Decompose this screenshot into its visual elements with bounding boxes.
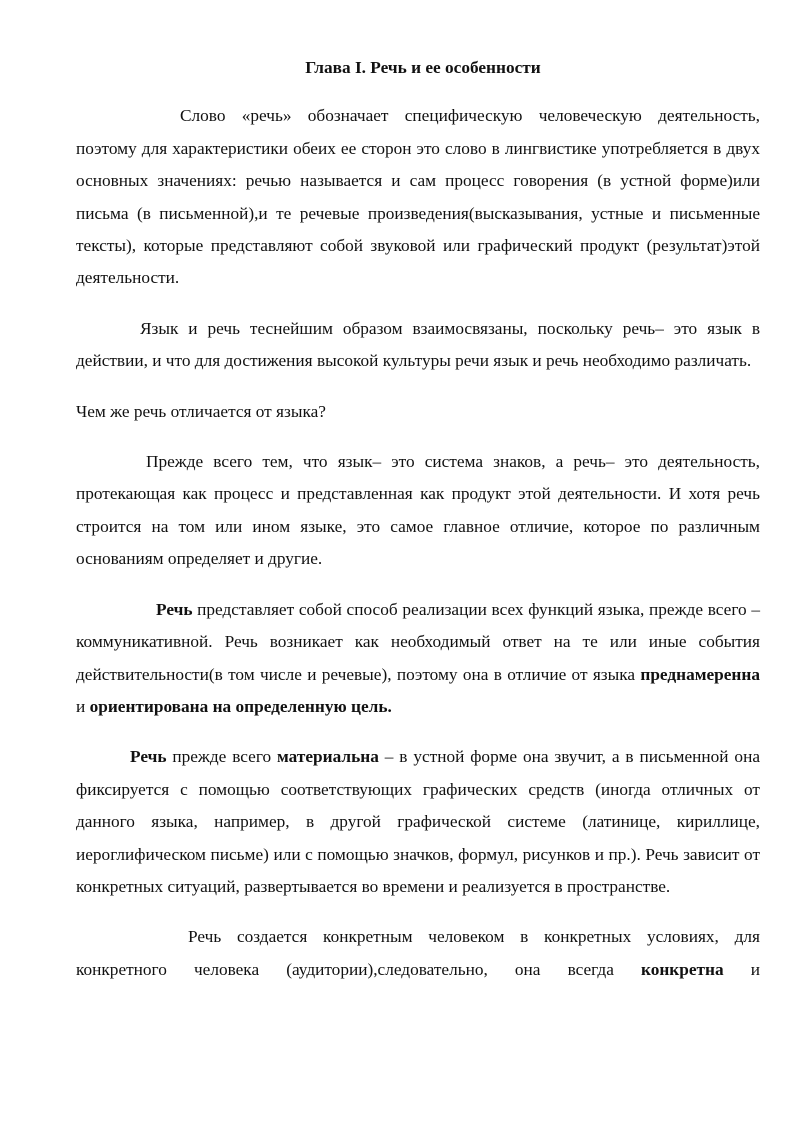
paragraph-text: и bbox=[76, 696, 90, 716]
paragraph-text: Речь создается конкретным человеком в конкретных условиях, для конкретного человека (аудитории),следовательно, она всегда bbox=[76, 927, 760, 979]
paragraph-7 bbox=[76, 921, 760, 986]
paragraph-text: – в устной форме она звучит, а в письменной она фиксируется с помощью соответствующих графических средств (иногда отличных от данного языка, например, в другой графической системе (латинице, кириллице, иероглифическом письме) или с помощью значков, формул, рисунков и пр.). Речь зависит от конкретных ситуаций, развертывается во времени и реализуется в пространстве. bbox=[76, 747, 760, 896]
bold-term: преднамеренна bbox=[640, 664, 760, 684]
bold-term: Речь bbox=[130, 747, 167, 767]
paragraph-text: и bbox=[723, 959, 760, 979]
bold-term: конкретна bbox=[640, 959, 724, 979]
bold-term: Речь bbox=[156, 599, 193, 619]
paragraph-2: Язык и речь теснейшим образом взаимосвязаны, поскольку речь– это язык в действии, и что для достижения высокой культуры речи язык и речь необходимо различать. bbox=[76, 318, 760, 371]
paragraph-text: прежде всего bbox=[166, 747, 278, 767]
paragraph-text: представляет собой способ реализации всех функций языка, прежде всего – коммуникативной. Речь возникает как необходимый ответ на те или иные события действительности(в том числе и речевые), поэтому она в отличие от языка bbox=[76, 599, 760, 684]
paragraph-5 bbox=[76, 594, 760, 724]
paragraph-3: Чем же речь отличается от языка? bbox=[76, 401, 326, 421]
paragraph-1: Слово «речь» обозначает специфическую человеческую деятельность, поэтому для характеристики обеих ее сторон это слово в лингвистике употребляется в двух основных значениях: речью называется и сам процесс говорения (в устной форме)или письма (в письменной),и те речевые произведения(высказывания, устные и письменные тексты), которые представляют собой звуковой или графический продукт (результат)этой деятельности. bbox=[76, 106, 760, 288]
chapter-title: Глава I. Речь и ее особенности bbox=[305, 58, 541, 77]
bold-term: материальна bbox=[277, 747, 379, 767]
paragraph-6 bbox=[76, 741, 760, 903]
bold-term: ориентирована на определенную цель. bbox=[89, 696, 392, 716]
paragraph-4: Прежде всего тем, что язык– это система знаков, а речь– это деятельность, протекающая как процесс и представленная как продукт этой деятельности. И хотя речь строится на том или ином языке, это самое главное отличие, которое по различным основаниям определяет и другие. bbox=[76, 452, 760, 569]
